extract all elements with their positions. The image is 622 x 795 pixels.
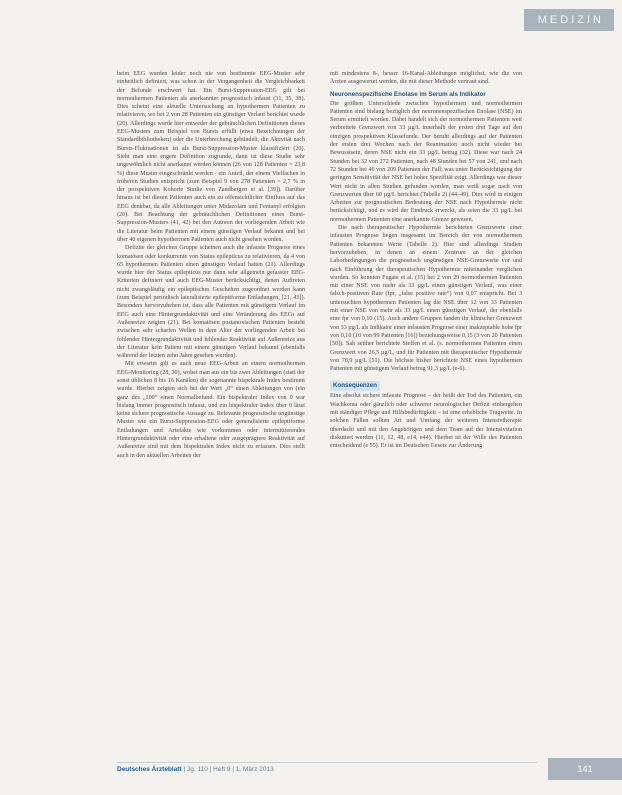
journal-name: Deutsches Ärzteblatt [117, 766, 182, 773]
issue-info: | Jg. 110 | Heft 9 | 1. März 2013 [183, 766, 274, 773]
subheading-nse: Neuronenspezifische Enolase im Serum als Indikator [330, 90, 486, 98]
page-number: 141 [548, 758, 622, 780]
left-paragraph-2: Defizite der gleichen Gruppe scheinen auch die infauste Prognose eines komatösen oder konkurrente von Status epilepticus zu relativieren, da 4 von 65 hypothermen Patienten einen günstigen Verlauf hatten (21). Allerdings wurde hier der Status epilepticus nur dann sehr allgemein gefasster EEG-Kriterien definiert und auch EEG-Muster berücksichtigt, denen Auftreten nicht zwangsläufig ein epileptisches Geschehen zugeordnet werden kann (zum Beispiel periodisch lateralisierte epileptiforme Entladungen, [21, 43]). Besonders hervorzuheben ist, dass alle Patienten mit günstigem Verlauf im EEG auch eine Hintergrundaktivität und eine Veränderung des EEGs auf Außenreize zeigten (21). Bei komatösen postanoxischen Patienten besteht zwischen sehr scharfen Wellen in dem Alter der vorliegenden Arbeit bei fehlender Hintergrundaktivität und fehlender Reaktivität auf Außenreize aus der Literatur kein Patient mit einem günstigen Verlauf bekannt (ebenfalls während der letzten zehn Jahre gesehen wurden). [117, 245, 305, 360]
left-paragraph-1: beim EEG wurden leider noch nie von bestimmte EEG-Muster sehr einheitlich definiert, was schon in der Vergangenheit die Vergleichbarkeit der Befunde erschwert hat. Ein Burst-Suppression-EEG gilt bei normothermen Patienten als anerkannter prognostisch infaust (31, 35, 38). Dies scheint eine aktuelle Untersuchung an hypothermen Patienten zu relativieren, wo bei 2 von 28 Patienten ein günstiger Verlauf berichtet wurde (20). Allerdings wurde hier entweder der gebräuchlichen Definitionen dieses EEG-Musters zum Beispiel von Bursts erfüllt (etwa Bezeichnungen der Standardbibliotheken) oder die Unterbrechung gebündelt, die Aktivität nach Bursts-Fluktuationen ist als Burst-Suppression-Muster klassifiziert (20). Sieht man eine engere Definition zugrunde, dann ist diese Studie sehr ungewöhnlich nicht anerkannt werden können (26 von 128 Patienten = 23,8 %) diese Muster eingeschränkt werden - ein Anteil, der einem Vielfachen in früheren Studien entspricht (zum Beispiel 9 von 278 Patienten = 2,7 % in der prospektiven Kohorte Studie von Zandbergen et al. [39]). Darüber hinaus ist bei diesen Patienten auch ein zu offensichtlicher Einfluss auf das EEG denkbar, da alle Ableitungen unter Midazolam und Fentanyl erfolgten (20). Bei Beachtung der gebräuchlichen Definitionen eines Burst-Suppression-Musters (41, 42) bei den Autoren der vorliegenden Arbeit wie die Literatur beim Patienten mit einem günstigen Verlauf bekannt und bei über 40 eigenen hypothermen Patienten auch nicht gesehen worden. [117, 71, 305, 243]
right-paragraph-2: Die nach therapeutischer Hypothermie berichteten Grenzwerte einer infausten Prognose liegen insgesamt im Bereich der von normothermen Patienten bekannten Werte (Tabelle 2). Hier sind allerdings Studien hervorzuheben, in denen an einem Zentrum an der gleichen Laborbedingungen die prognostisch ungünstigen NSE-Grenzwerte vor und nach Einführung der therapeutischen Hypothermie miteinander verglichen wurden. So konnten Fugate et al. (15) bei 2 von 29 normothermen Patienten mit einer NSE von mehr als 33 µg/L einen günstigen Verlauf, was einer falsch-positiven Rate (fpr, „false positive rate“) von 0,07 entspricht. Bei 3 untersuchten hypothermen Patienten lag die NSE über 12 von 33 Patienten mit einer NSE von mehr als 33 µg/L einen günstigen Verlauf, der ebenfalls eine fpr von 0,10 (15). Auch andere Gruppen fanden ihr klinischer Grenzwert von 33 µg/L als Indikator einer infausten Prognose einer inakzeptable hohe fpr von 0,10 (10 von 99 Patienten [16]) beziehungsweise 0,15 (3 von 20 Patienten [50]). Sah seither berichtete Steffen et al. (s. normothermen Patienten einen Grenzwert von 26,5 µg/L, und für Patienten mit therapeutischer Hypothermie von 78,9 µg/L (51). Die höchste bisher berichtete NSE eines hypothermen Patienten mit günstigem Verlauf betrug 91,3 µg/L (e-6). [330, 225, 522, 373]
section-header: MEDIZIN [524, 9, 614, 31]
page-footer [117, 762, 537, 773]
right-closing-paragraph: Eine absolut sichere infauste Prognose – der heißt der Tod des Patienten, ein Wachkoma oder gänzlich oder schwerer neurologischer Defizit einhergehen mit ständiger Pflege und Hilfsbedürftigkeit – ist eine erhebliche Tragweite. In solchen Fällen sollten Art und Umfang der weiteren Intensivtherapie überdacht und mit den Angehörigen und dem Team auf der Intensivstation diskutiert werden (11, 12, 48, e14, e44). Hierbei ist der Wille des Patienten entscheidend (e 55). Er ist im Deutschen Gesetz zur Änderung [330, 393, 522, 450]
left-paragraph-3: Mit erwartet gilt es auch neue EEG-Arbeit an einem normothermen EEG-Monitoring (28, 30), wobei man aus ein bis zwei Ableitungen (statt der sonst üblichen 8 bis 16 Kanälen) die sogenannte bispektrale Index bestimmt wurde. Hierbei zeigten sich bei der Wert „0“ einen Ableitungen von (ein ganz des „100“ einen Normalbefund. Ein bispektraler Index von 0 war bislang immer prognostisch infaust, und ein bispektraler Index über 0 lässt keine sichere prognostische Aussage zu. Relevante prognostische ungünstige Muster wie ein Burst-Suppression-EEG oder generalisierte epileptiforme Entladungen und Artefakte wie vorkommen oder intermittierendes Hintergrundaktivität oder eine erhaltene oder ausgeprägtere Reaktivität auf Außenreize sind mit dem bispektralen Index nicht zu erfassen. Dies stellt auch in den aktuellen Arbeiten der [117, 361, 305, 459]
right-intro: mit mindestens 8-, besser 16-Kanal-Ableitungen möglichst, wie die von Ärzten ausgewertet werden, die mit dieser Methode vertraut sind. [330, 71, 522, 86]
subheading-konsequenzen: Konsequenzen [330, 381, 380, 391]
left-column [117, 70, 305, 460]
right-column [330, 70, 522, 450]
right-paragraph-1: Die größten Unterschiede zwischen hypothermen und normothermen Patienten sind bislang bezüglich der neuronenspezifischen Enolase (NSE) im Serum ermittelt worden. Dabei handelt sich der normothermen Patienten weit verbreitete Grenzwert von 33 µg/L innerhalb der ersten drei Tage auf den einzigen prospektiven Klassefunde. Der beruht allerdings auf der Patienten der ersten drei Wochen nach der Reanimation noch nicht wieder bei Bewusstsein, deren NSE nicht ein 33 µg/L betrug (32). Diese war nach 24 Stunden bei 32 von 272 Patienten, nach 48 Stunden bei 57 von 241, und nach 72 Stunden bei 46 von 209 Patienten der Fall; was unter Berücksichtigung der geringen Sensitivität der NSE bei hoher Spezifität zeigt. Allerdings war dieser Wert nicht in allen Studien gefunden worden, man weiß sogar nach von Grenzwerten über 60 µg/L berichtet (Tabelle 2) (44–49). Dies wird in einigen Arbeiten zur prognostischen Bedeutung der NSE nach Hypothermie nicht berücksichtigt, und es wird der Eindruck erweckt, als seien die 33 µg/L bei normothermen Patienten eine anerkannte Grenze gewesen. [330, 100, 522, 223]
